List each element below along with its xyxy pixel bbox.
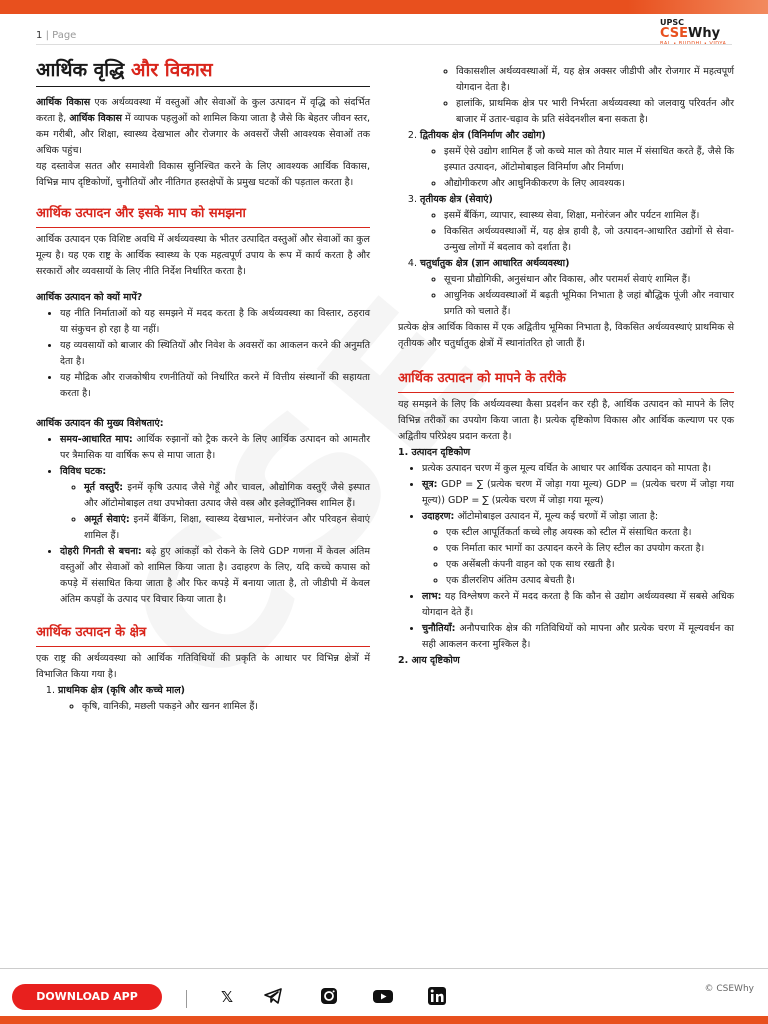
feature-text: इनमें बैंकिंग, शिक्षा, स्वास्थ्य देखभाल, मनोरंजन और परिवहन सेवाएं शामिल हैं। <box>84 514 370 541</box>
sub-list <box>420 208 734 256</box>
sectors-list-cont <box>398 128 734 320</box>
list-item: ◦ विकासशील अर्थव्यवस्थाओं में, यह क्षेत्र अक्सर जीडीपी और रोजगार में महत्वपूर्ण योगदान देता है। <box>456 64 734 96</box>
page-title <box>36 58 370 82</box>
section-rule <box>36 227 370 228</box>
method-label-production: 1. उत्पादन दृष्टिकोण <box>398 447 471 458</box>
features-heading: आर्थिक उत्पादन की मुख्य विशेषताएं: <box>36 418 164 429</box>
linkedin-icon[interactable] <box>426 986 448 1008</box>
why-measure-heading: आर्थिक उत्पादन को क्यों मापें? <box>36 292 143 303</box>
feature-bold: विविध घटक: <box>60 466 107 477</box>
item-bold: लाभ: <box>422 591 442 602</box>
list-item <box>422 589 734 621</box>
footer-separator <box>186 990 187 1008</box>
features-list <box>36 432 370 608</box>
x-icon[interactable]: 𝕏 <box>220 988 234 1006</box>
list-item <box>420 128 734 192</box>
footer-divider <box>0 968 768 969</box>
intro-text-1: एक अर्थव्यवस्था में वस्तुओं और सेवाओं के कुल उत्पादन में वृद्धि को संदर्भित करता है, <box>36 97 370 124</box>
logo-main <box>660 27 750 41</box>
list-item: ◦ एक डीलरशिप अंतिम उत्पाद बेचती है। <box>446 573 734 589</box>
item-text: GDP = ∑ (प्रत्येक चरण में जोड़ा गया मूल्य) GDP = (प्रत्येक चरण में जोड़ा गया मूल्य)) GDP = ∑ (प्रत्येक चरण में जोड़ा गया मूल्य) <box>422 479 734 506</box>
intro-bold-1: आर्थिक विकास <box>36 97 91 108</box>
sector-label: प्राथमिक क्षेत्र (कृषि और कच्चे माल) <box>58 685 185 696</box>
item-bold: सूत्र: <box>422 479 438 490</box>
list-item <box>58 683 370 715</box>
list-item: ◦ एक स्टील आपूर्तिकर्ता कच्चे लौह अयस्क को स्टील में संसाधित करता है। <box>446 525 734 541</box>
list-item: • प्रत्येक उत्पादन चरण में कुल मूल्य वर्धित के आधार पर आर्थिक उत्पादन को मापता है। <box>422 461 734 477</box>
list-item <box>420 256 734 320</box>
intro-paragraph-1 <box>36 95 370 159</box>
item-text: यह विश्लेषण करने में मदद करता है कि कौन से उद्योग अर्थव्यवस्था में सबसे अधिक योगदान देते हैं। <box>422 591 734 618</box>
sector-summary: प्रत्येक क्षेत्र आर्थिक विकास में एक अद्वितीय भूमिका निभाता है, विकसित अर्थव्यवस्थाएं प्राथमिक से तृतीयक और चतुर्धातुक क्षेत्रों में स्थानांतरित हो जाती हैं। <box>398 322 734 349</box>
page-number-value: 1 <box>36 30 43 41</box>
list-item <box>60 432 370 464</box>
copyright: © CSEWhy <box>704 984 754 994</box>
left-column <box>36 58 370 715</box>
list-item <box>84 480 370 512</box>
page-number <box>36 30 76 41</box>
sectors-list-start <box>36 683 370 715</box>
sub-list <box>60 480 370 544</box>
sector-label: द्वितीयक क्षेत्र (विनिर्माण और उद्योग) <box>420 130 546 141</box>
list-item: ◦ एक असेंबली कंपनी वाहन को एक साथ रखती है। <box>446 557 734 573</box>
sub-list <box>420 144 734 192</box>
primary-continued-list <box>398 64 734 128</box>
list-item: ◦ इसमें बैंकिंग, व्यापार, स्वास्थ्य सेवा, शिक्षा, मनोरंजन और पर्यटन शामिल हैं। <box>444 208 734 224</box>
intro-paragraph-2: यह दस्तावेज सतत और समावेशी विकास सुनिश्चित करने के लिए आवश्यक आर्थिक विकास, विभिन्न माप दृष्टिकोणों, चुनौतियों और नीतिगत हस्तक्षेपों के प्रमुख घटकों की पड़ताल करता है। <box>36 161 370 188</box>
list-item: ◦ एक निर्माता कार भागों का उत्पादन करने के लिए स्टील का उपयोग करता है। <box>446 541 734 557</box>
item-bold: उदाहरण: <box>422 511 455 522</box>
logo-why: Why <box>688 26 721 41</box>
list-item <box>422 477 734 509</box>
list-item <box>60 544 370 608</box>
list-item <box>60 464 370 544</box>
list-item <box>84 512 370 544</box>
feature-bold: समय-आधारित माप: <box>60 434 133 445</box>
section-heading-measurement: आर्थिक उत्पादन को मापने के तरीके <box>398 371 566 386</box>
list-item <box>422 509 734 589</box>
list-item: ◦ हालांकि, प्राथमिक क्षेत्र पर भारी निर्भरता अर्थव्यवस्था को जलवायु परिवर्तन और बाजार में उतार-चढ़ाव के प्रति संवेदनशील बना सकता है। <box>456 96 734 128</box>
list-item: • यह व्यवसायों को बाजार की स्थितियों और निवेश के अवसरों का आकलन करने की अनुमति देता है। <box>60 338 370 370</box>
sub-list <box>58 699 370 715</box>
section-heading-output: आर्थिक उत्पादन और इसके माप को समझना <box>36 206 246 221</box>
section-rule <box>398 392 734 393</box>
title-red: और विकास <box>130 59 213 81</box>
logo-upsc: UPSC <box>660 18 684 27</box>
list-item <box>422 621 734 653</box>
list-item <box>420 192 734 256</box>
page-word: Page <box>52 30 77 41</box>
bottom-accent-bar <box>0 1016 768 1024</box>
why-measure-list <box>36 306 370 402</box>
sectors-paragraph: एक राष्ट्र की अर्थव्यवस्था को आर्थिक गतिविधियों की प्रकृति के आधार पर विभिन्न क्षेत्रों में विभाजित किया गया है। <box>36 653 370 680</box>
list-item: • यह मौद्रिक और राजकोषीय रणनीतियों को निर्धारित करने में वित्तीय संस्थानों की सहायता करता है। <box>60 370 370 402</box>
top-accent-fade <box>628 0 768 14</box>
feature-text: बढ़े हुए आंकड़ों को रोकने के लिये GDP गणना में केवल अंतिम वस्तुओं और सेवाओं को शामिल किया जाता है। उदाहरण के लिए, यदि कच्चे कपास को कपड़े में संसाधित किया जाता है और फिर कपड़े में बनाया जाता है, तो जीडीपी में केवल अंतिम कपड़ों के उत्पाद पर विचार किया जाता है। <box>60 546 371 605</box>
method-label-income: 2. आय दृष्टिकोण <box>398 655 460 666</box>
list-item: ◦ औद्योगीकरण और आधुनिकीकरण के लिए आवश्यक। <box>444 176 734 192</box>
title-black: आर्थिक वृद्धि <box>36 59 125 81</box>
sub-list <box>420 272 734 320</box>
title-rule <box>36 86 370 87</box>
section-rule <box>36 646 370 647</box>
page-sep: | <box>45 30 53 41</box>
feature-bold: अमूर्त सेवाएं: <box>84 514 130 525</box>
item-bold: चुनौतियाँ: <box>422 623 456 634</box>
sub-list <box>422 525 734 589</box>
list-item: ◦ सूचना प्रौद्योगिकी, अनुसंधान और विकास, और परामर्श सेवाएं शामिल हैं। <box>444 272 734 288</box>
list-item: • यह नीति निर्माताओं को यह समझने में मदद करता है कि अर्थव्यवस्था का विस्तार, ठहराव या संकुचन हो रहा है या नहीं। <box>60 306 370 338</box>
sector-label: चतुर्धातुक क्षेत्र (ज्ञान आधारित अर्थव्यवस्था) <box>420 258 570 269</box>
list-item: ◦ विकसित अर्थव्यवस्थाओं में, यह क्षेत्र हावी है, जो उत्पादन-आधारित उद्योगों से सेवा-उन्मुख लोगों में बदलाव को दर्शाता है। <box>444 224 734 256</box>
cse-why-logo <box>660 18 750 47</box>
telegram-icon[interactable] <box>262 986 284 1008</box>
intro-bold-2: आर्थिक विकास <box>69 113 122 124</box>
sector-label: तृतीयक क्षेत्र (सेवाएं) <box>420 194 493 205</box>
list-item: ◦ इसमें ऐसे उद्योग शामिल हैं जो कच्चे माल को तैयार माल में संसाधित करते हैं, जैसे कि इस्पात उत्पादन, ऑटोमोबाइल विनिर्माण और निर्माण। <box>444 144 734 176</box>
feature-text: इनमें कृषि उत्पाद जैसे गेहूँ और चावल, औद्योगिक वस्तुएँ जैसे इस्पात और ऑटोमोबाइल तथा उपभोक्ता उत्पाद जैसे वस्त्र और इलेक्ट्रॉनिक्स शामिल हैं। <box>84 482 370 509</box>
download-app-button[interactable]: DOWNLOAD APP <box>12 984 162 1010</box>
item-text: ऑटोमोबाइल उत्पादन में, मूल्य कई चरणों में जोड़ा जाता है: <box>454 511 659 522</box>
logo-cse: CSE <box>660 26 689 41</box>
instagram-icon[interactable] <box>318 986 340 1008</box>
item-text: अनौपचारिक क्षेत्र की गतिविधियों को मापना और प्रत्येक चरण में मूल्यवर्धन का सही आकलन करना मुश्किल है। <box>422 623 734 650</box>
measurement-paragraph: यह समझने के लिए कि अर्थव्यवस्था कैसा प्रदर्शन कर रही है, आर्थिक उत्पादन को मापने के लिए विभिन्न तरीकों का उपयोग किया जाता है। प्रत्येक दृष्टिकोण विकास और आर्थिक कल्याण पर एक अद्वितीय परिप्रेक्ष्य प्रदान करता है। <box>398 399 734 442</box>
header-divider <box>36 44 732 45</box>
list-item: ◦ आधुनिक अर्थव्यवस्थाओं में बढ़ती भूमिका निभाता है जहां बौद्धिक पूंजी और नवाचार प्रगति को चलाते हैं। <box>444 288 734 320</box>
output-paragraph: आर्थिक उत्पादन एक विशिष्ट अवधि में अर्थव्यवस्था के भीतर उत्पादित वस्तुओं और सेवाओं का कुल मूल्य है। यह एक राष्ट्र के आर्थिक स्वास्थ्य के एक महत्वपूर्ण उपाय के रूप में कार्य करता है और सरकारों और व्यवसायों के लिए नीति निर्देश निर्धारित करता है। <box>36 234 370 277</box>
right-column <box>398 64 734 669</box>
youtube-icon[interactable] <box>372 986 394 1008</box>
feature-text: आर्थिक रुझानों को ट्रैक करने के लिए आर्थिक उत्पादन को आमतौर पर त्रैमासिक या वार्षिक रूप से मापा जाता है। <box>60 434 370 461</box>
intro-text-2: में व्यापक पहलुओं को शामिल किया जाता है जैसे कि बेहतर जीवन स्तर, कम गरीबी, और शिक्षा, स्वास्थ्य देखभाल और रोजगार के अवसरों जैसी आवश्यक सेवाओं तक अधिक पहुंच। <box>36 113 371 156</box>
production-method-list <box>398 461 734 653</box>
list-item: ◦ कृषि, वानिकी, मछली पकड़ने और खनन शामिल हैं। <box>82 699 370 715</box>
section-heading-sectors: आर्थिक उत्पादन के क्षेत्र <box>36 625 147 640</box>
feature-bold: मूर्त वस्तुएँ: <box>84 482 124 493</box>
feature-bold: दोहरी गिनती से बचना: <box>60 546 142 557</box>
